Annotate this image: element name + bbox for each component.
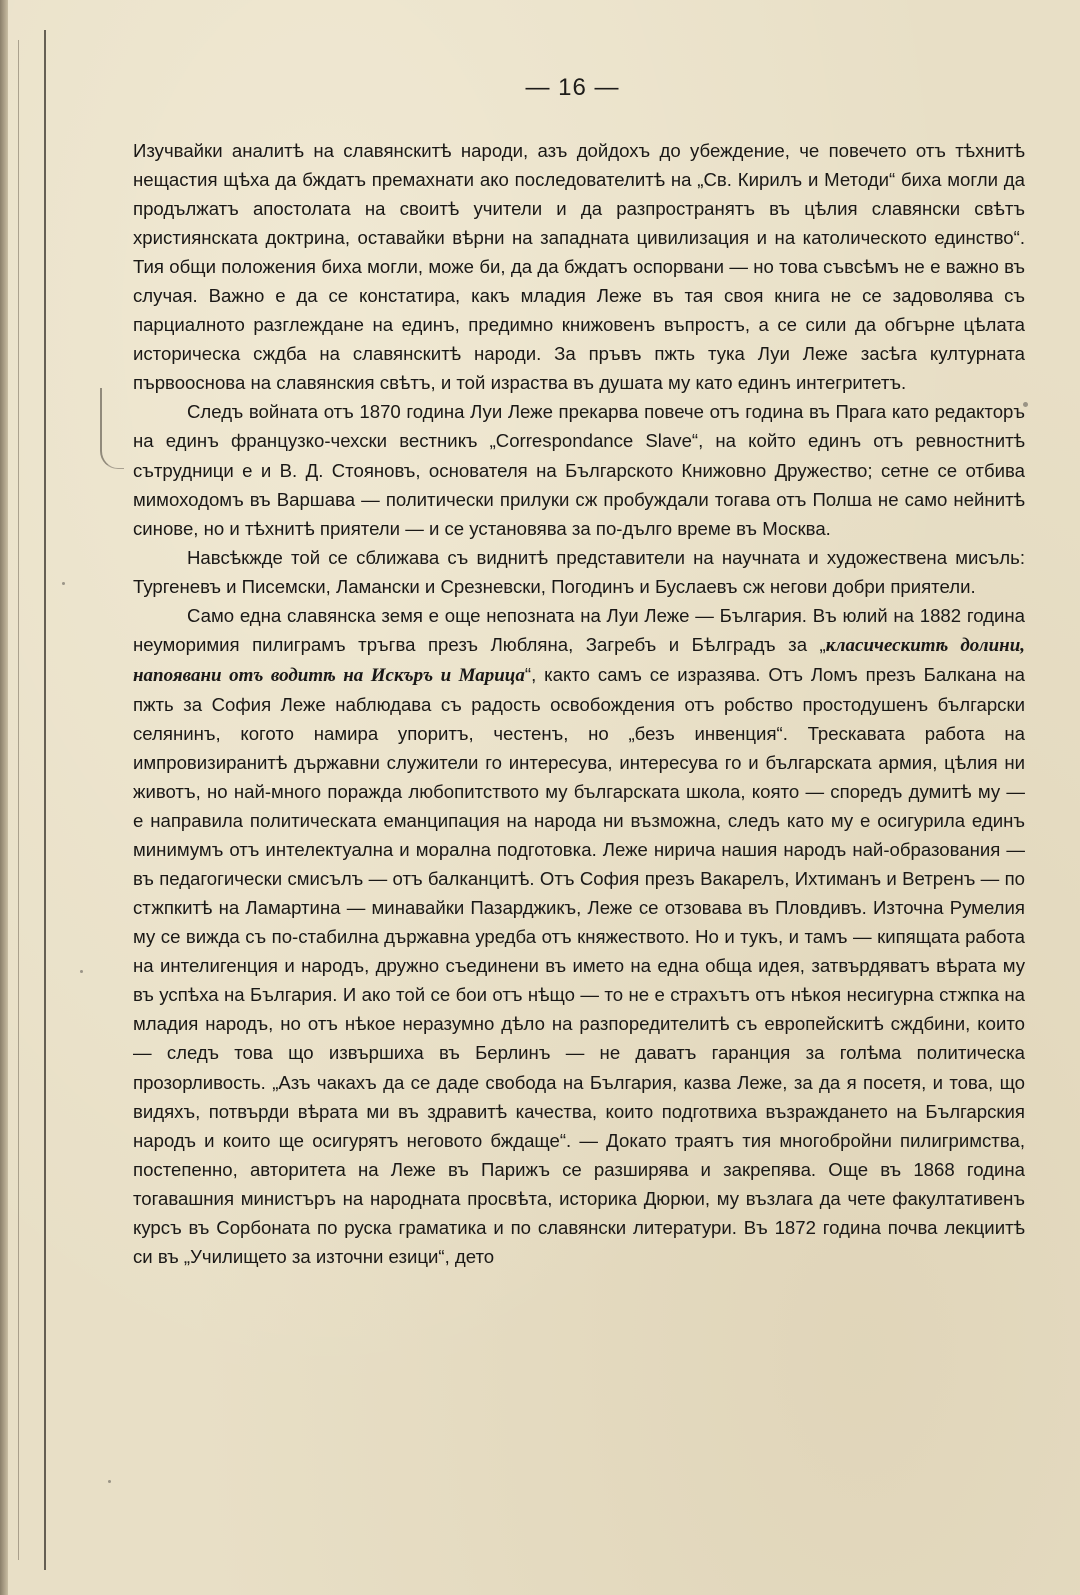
paragraph: Следъ войната отъ 1870 година Луи Леже прекарва повече отъ година въ Прага като редакторъ на единъ французко-чехски вестникъ „Correspondance Slave“, на който единъ отъ ревностнитѣ сътрудници е и В. Д. Стояновъ, основателя на Българското Книжовно Дружество; сетне се отбива мимоходомъ въ Варшава — политически прилуки сж пробуждали тогава отъ Полша не само нейнитѣ синове, но и тѣхнитѣ приятели — и се установява за по-дълго време въ Москва. [133, 401, 1025, 539]
page-number: — 16 — [525, 74, 620, 101]
italic-quote: класическитѣ долини, напоявани отъ водитѣ на Искъръ и Марица [133, 634, 1026, 686]
paragraph-text: Само една славянска земя е още непозната на Луи Леже — България. Въ юлий на 1882 година неуморимия пилиграмъ тръгва презъ Любляна, Загребъ и Бѣлградъ за „ [133, 604, 1025, 655]
body-text [133, 136, 1025, 1271]
binding-line [44, 30, 46, 1570]
page-gutter-shadow [0, 0, 8, 1595]
ink-speck [62, 582, 65, 585]
paragraph: Изучвайки аналитѣ на славянскитѣ народи, азъ дойдохъ до убеждение, че повечето отъ тѣхнитѣ нещастия щѣха да бждатъ премахнати ако последователитѣ на „Св. Кирилъ и Методи“ биха могли да продължатъ апостолата на своитѣ учители и да разпространятъ въ цѣлия славянски свѣтъ християнската доктрина, оставайки вѣрни на западната цивилизация и на католическото единство“. Тия общи положения биха могли, може би, да да бждатъ оспорвани — но това съвсѣмъ не е важно въ случая. Важно е да се констатира, какъ младия Леже въ тая своя книга не се задоволява съ парциалното разглеждане на единъ, предимно книжовенъ въпростъ, а се сили да обгърне цѣлата историческа сждба на славянскитѣ народи. За пръвъ пжть тука Луи Леже засѣга културната първооснова на славянския свѣтъ, и той израства въ душата му като единъ интегритетъ. [133, 140, 1025, 394]
paragraph [133, 601, 1025, 1271]
ink-speck [108, 1480, 111, 1483]
margin-pencil-mark [100, 388, 124, 469]
paragraph: Навсѣкжде той се сближава съ виднитѣ представители на научната и художествена мисъль: Тургеневъ и Писемски, Ламански и Срезневски, Погодинъ и Буслаевъ сж негови добри приятели. [133, 546, 1025, 597]
ink-speck [80, 970, 83, 973]
binding-edge [18, 40, 19, 1560]
paragraph-text: “, както самъ се изразява. Отъ Ломъ презъ Балкана на пжть за София Леже наблюдава съ радость освобождения отъ робство простодушенъ български селянинъ, когото намира упоритъ, честенъ, но „безъ инвенция“. Трескавата работа на импровизиранитѣ държавни служители го интересува, интересува го и българската армия, цѣлия ни животъ, но най-много поражда любопитството му българската школа, която — споредъ думитѣ му — е направила политическата еманципация на народа ни възможна, следъ като му е осигурила единъ минимумъ отъ интелектуална и морална подготовка. Леже нирича нашия народъ най-образования — въ педагогически смисълъ — отъ балканцитѣ. Отъ София презъ Вакарелъ, Ихтиманъ и Ветренъ — по стжпкитѣ на Ламартина — минавайки Пазарджикъ, Леже се отзовава въ Пловдивъ. Източна Румелия му се вижда съ по-стабилна държавна уредба отъ княжеството. Но и тукъ, и тамъ — кипящата работа на интелигенция и народъ, дружно съединени въ името на една обща идея, затвърдяватъ вѣрата му въ успѣха на България. И ако той се бои отъ нѣщо — то не е страхътъ отъ нѣкоя несигурна стжпка на младия народъ, но отъ нѣкое неразумно дѣло на разпоредителитѣ съ европейскитѣ сждбини, които — следъ това що извършиха въ Берлинъ — не даватъ гаранция за голѣма политическа прозорливость. „Азъ чакахъ да се даде свобода на България, казва Леже, за да я посетя, и това, що видяхъ, потвърди вѣрата ми въ здравитѣ качества, които подготвиха възраждането на Българския народъ и които ще осигурятъ неговото бждаще“. — Докато траятъ тия многобройни пилигримства, постепенно, авторитета на Леже въ Парижъ се разширява и закрепява. Още въ 1868 година тогавашния министъръ на народната просвѣта, историка Дюрюи, му възлага да чете факултативенъ курсъ въ Сорбоната по руска граматика и по славянски литератури. Въ 1872 година почва лекциитѣ си въ „Училището за източни езици“, дето [133, 663, 1025, 1267]
